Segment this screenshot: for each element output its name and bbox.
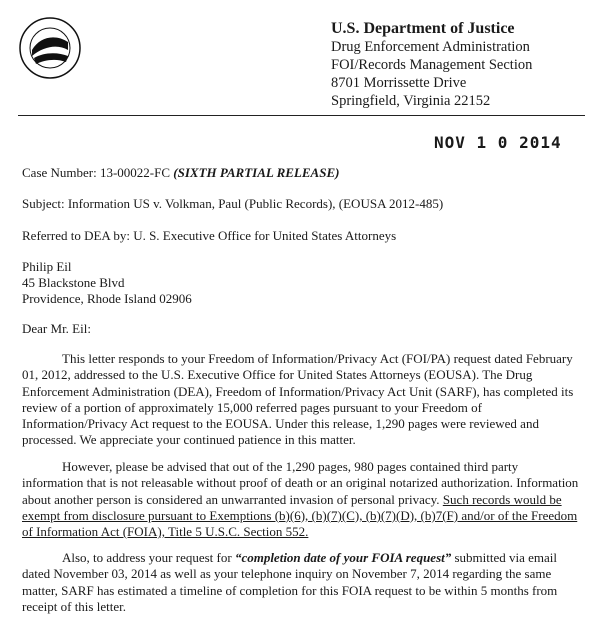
paragraph-3-start: Also, to address your request for: [62, 550, 232, 565]
city-address: Springfield, Virginia 22152: [331, 93, 491, 109]
recipient-city: Providence, Rhode Island 02906: [22, 291, 192, 306]
subject-line: Subject: Information US v. Volkman, Paul (Public Records), (EOUSA 2012-485): [22, 196, 444, 211]
case-number: Case Number: 13-00022-FC: [22, 165, 171, 180]
street-address: 8701 Morrissette Drive: [331, 75, 467, 91]
letterhead: [331, 20, 532, 110]
referred-line: Referred to DEA by: U. S. Executive Office for United States Attorneys: [22, 228, 397, 243]
paragraph-2-text: However, please be advised that out of the 1,290 pages, 980 pages contained third party information that is not releasable without proof of death or an original notarized authorization. Information about another person is considered an unwarranted invasion of personal privacy.: [22, 459, 579, 507]
header-divider: [18, 115, 585, 116]
recipient-name: Philip Eil: [22, 259, 72, 274]
date-stamp: NOV 1 0 2014: [434, 133, 562, 152]
doj-dea-seal-icon: [18, 16, 82, 80]
salutation: Dear Mr. Eil:: [22, 321, 91, 336]
agency-name: Drug Enforcement Administration: [331, 39, 530, 55]
paragraph-3-end: submitted via email dated November 03, 2014 as well as your telephone inquiry on November 7, 2014 regarding the same matter, SARF has estimated a timeline of completion for this FOIA request to be within 5 months from receipt of this letter.: [22, 550, 558, 614]
paragraph-3: [22, 550, 582, 615]
recipient-street: 45 Blackstone Blvd: [22, 275, 125, 290]
paragraph-2: [22, 459, 582, 540]
case-number-line: [22, 165, 339, 181]
release-label: (SIXTH PARTIAL RELEASE): [173, 165, 340, 180]
completion-date-quote: “completion date of your FOIA request”: [234, 550, 452, 565]
section-name: FOI/Records Management Section: [331, 57, 533, 73]
paragraph-1: This letter responds to your Freedom of Information/Privacy Act (FOI/PA) request dated February 01, 2012, addressed to the U.S. Executive Office for United States Attorneys (EOUSA). The Drug Enforcement Administration (DEA), Freedom of Information/Privacy Act Unit (SARF), has completed its review of a portion of approximately 15,000 referred pages pursuant to your Freedom of Information/Privacy Act request to the EOUSA. Under this release, 1,290 pages were reviewed and processed. We appreciate your continued patience in this matter.: [22, 351, 574, 448]
exemptions-text: Such records would be exempt from disclosure pursuant to Exemptions (b)(6), (b)(7)(C), (b)(7)(D), (b)7(F) and/or of the Freedom of Information Act (FOIA), Title 5 U.S.C. Section 552.: [22, 491, 578, 540]
recipient-address: [22, 259, 192, 307]
department-name: U.S. Department of Justice: [331, 20, 515, 37]
